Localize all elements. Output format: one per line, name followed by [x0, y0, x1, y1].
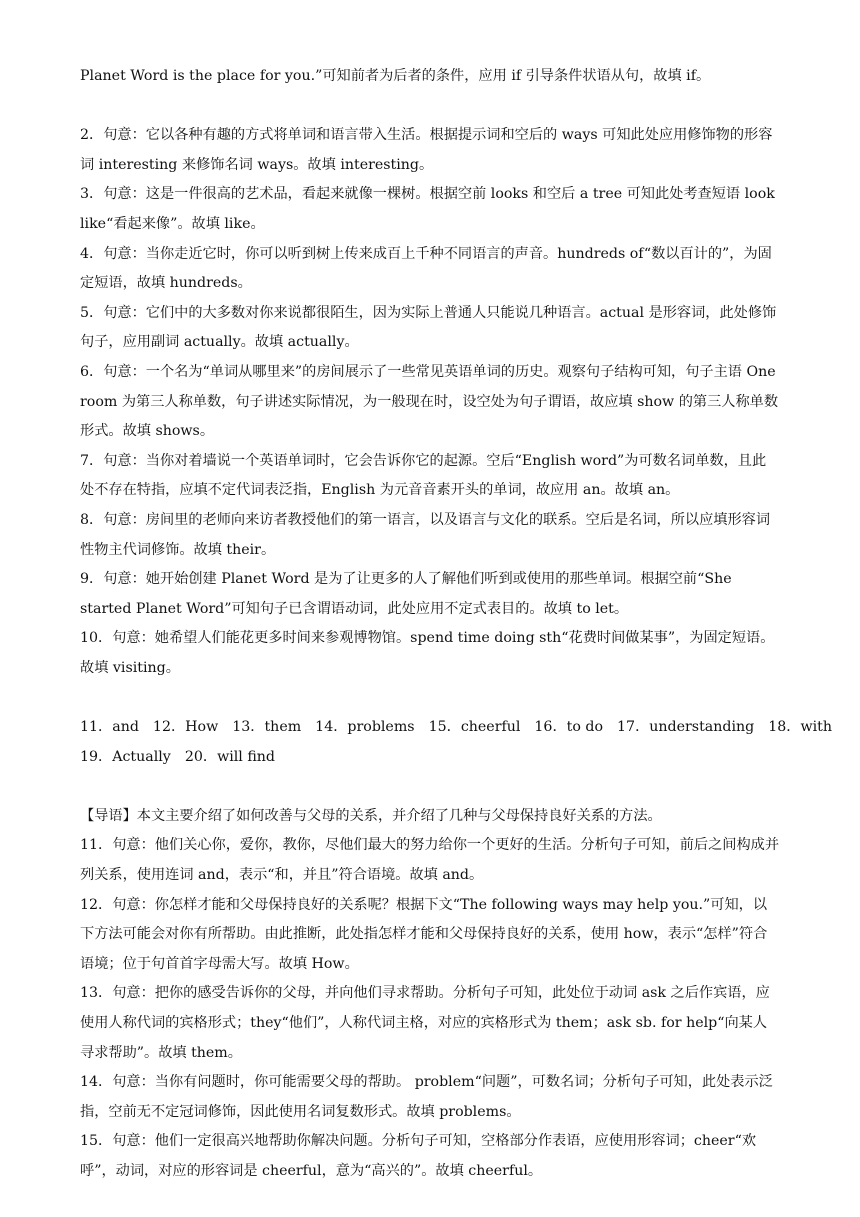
explanation-2: 2．句意：它以各种有趣的方式将单词和语言带入生活。根据提示词和空后的 ways 可知此处应用修饰物的形容词 interesting 来修饰名词 ways。故填 interesting。	[80, 127, 773, 173]
spacer	[80, 92, 780, 122]
answer-17: 17．understanding	[617, 719, 755, 736]
answer-11: 11．and	[80, 719, 139, 736]
explanation-11: 11．句意：他们关心你，爱你，教你，尽他们最大的努力给你一个更好的生活。分析句子可知，前后之间构成并列关系，使用连词 and，表示“和，并且”符合语境。故填 and。	[80, 837, 780, 884]
answer-12: 12．How	[152, 719, 219, 736]
explanation-4: 4．句意：当你走近它时，你可以听到树上传来成百上千种不同语言的声音。hundreds of“数以百计的”，为固定短语，故填 hundreds。	[80, 245, 772, 292]
explanation-10: 10．句意：她希望人们能花更多时间来参观博物馆。spend time doing sth“花费时间做某事”，为固定短语。故填 visiting。	[80, 630, 775, 676]
explanation-7: 7．句意：当你对着墙说一个英语单词时，它会告诉你它的起源。空后“English word”为可数名词单数，且此处不存在特指，应填不定代词表泛指，English 为元音音素开头的单词，故应用 an。故填 an。	[80, 452, 767, 499]
answer-15: 15．cheerful	[428, 719, 521, 736]
spacer	[80, 683, 780, 713]
explanation-14: 14．句意：当你有问题时，你可能需要父母的帮助。 problem“问题”，可数名词；分析句子可知，此处表示泛指，空前无不定冠词修饰，因此使用名词复数形式。故填 problems。	[80, 1074, 773, 1120]
explanation-1-continuation: Planet Word is the place for you.”可知前者为后者的条件，应用 if 引导条件状语从句，故填 if。	[80, 68, 711, 84]
explanation-9: 9．句意：她开始创建 Planet Word 是为了让更多的人了解他们听到或使用的那些单词。根据空前“She started Planet Word”可知句子已含谓语动词，此处应用不定式表目的。故填 to let。	[80, 571, 732, 617]
explanation-13: 13．句意：把你的感受告诉你的父母，并向他们寻求帮助。分析句子可知，此处位于动词 ask 之后作宾语，应使用人称代词的宾格形式；they“他们”，人称代词主格，对应的宾格形式为 them；ask sb. for help“向某人寻求帮助”。故填 them。	[80, 985, 770, 1061]
answer-20: 20．will find	[184, 748, 276, 765]
answer-19: 19．Actually	[80, 748, 171, 765]
answer-18: 18．with	[768, 719, 832, 736]
explanation-3: 3．句意：这是一件很高的艺术品，看起来就像一棵树。根据空前 looks 和空后 a tree 可知此处考查短语 look like“看起来像”。故填 like。	[80, 186, 775, 232]
explanation-8: 8．句意：房间里的老师向来访者教授他们的第一语言，以及语言与文化的联系。空后是名词，所以应填形容词性物主代词修饰。故填 their。	[80, 511, 771, 558]
explanation-15: 15．句意：他们一定很高兴地帮助你解决问题。分析句子可知，空格部分作表语，应使用形容词；cheer“欢呼”，动词，对应的形容词是 cheerful，意为“高兴的”。故填 cheerful。	[80, 1133, 757, 1179]
answer-key-row-2	[80, 743, 780, 773]
answer-16: 16．to do	[534, 719, 604, 736]
explanation-6: 6．句意：一个名为“单词从哪里来”的房间展示了一些常见英语单词的历史。观察句子结构可知，句子主语 One room 为第三人称单数，句子讲述实际情况，为一般现在时，设空处为句子谓语，故应填 show 的第三人称单数形式。故填 shows。	[80, 363, 779, 440]
answer-key-row-1	[80, 713, 832, 743]
explanation-12: 12．句意：你怎样才能和父母保持良好的关系呢？根据下文“The following ways may help you.”可知，以下方法可能会对你有所帮助。由此推断，此处指怎样才能和父母保持良好的关系，使用 how，表示“怎样”符合语境；位于句首首字母需大写。故填 How。	[80, 896, 768, 972]
spacer	[80, 772, 780, 802]
answer-13: 13．them	[232, 719, 302, 736]
explanation-5: 5．句意：它们中的大多数对你来说都很陌生，因为实际上普通人只能说几种语言。actual 是形容词，此处修饰句子，应用副词 actually。故填 actually。	[80, 304, 777, 351]
passage-lead: 【导语】本文主要介绍了如何改善与父母的关系，并介绍了几种与父母保持良好关系的方法。	[80, 807, 662, 824]
answer-14: 14．problems	[315, 719, 415, 736]
